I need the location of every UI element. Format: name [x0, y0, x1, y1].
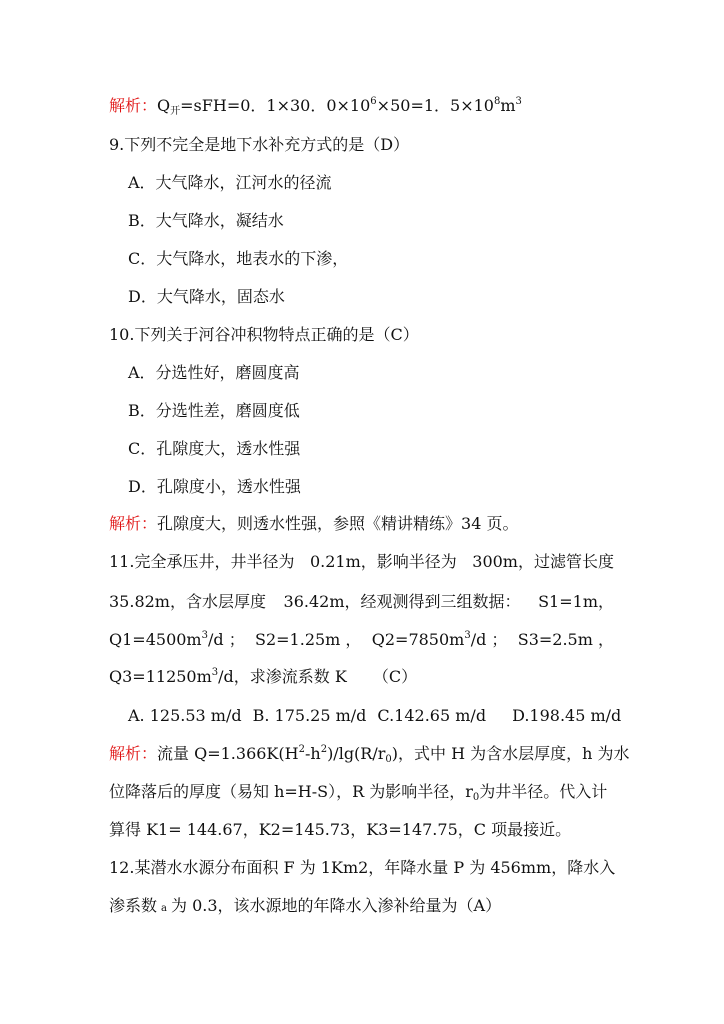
q11-option-a: A. 125.53 m/d — [128, 706, 242, 725]
q9-option-b: B．大气降水，凝结水 — [128, 211, 284, 230]
analysis-label: 解析： — [109, 744, 158, 763]
q11-answer: （C） — [372, 667, 418, 686]
q11-l2-part3: S1=1m， — [538, 592, 614, 611]
q11-l2-part1: 35.82m，含水层厚度 — [109, 592, 266, 611]
q10-option-d: D．孔隙度小，透水性强 — [128, 477, 301, 496]
q11-s2: S2=1.25m ， — [255, 630, 362, 649]
q10-option-b: B．分选性差，磨圆度低 — [128, 401, 300, 420]
q11-q1: $Q1=4500m^3/d$ ； — [109, 630, 245, 649]
question-11-line-1 — [109, 552, 614, 572]
formula-body: =sFH=0．1×30．0×10 — [180, 96, 371, 115]
q11-options — [128, 706, 621, 726]
question-11-line-2 — [109, 592, 614, 612]
q11-analysis-line-3: 算得 K1= 144.67，K2=145.73，K3=147.75，C 项最接近。 — [109, 820, 572, 839]
q11-option-d: D.198.45 m/d — [512, 706, 622, 725]
formula-mid: ×50=1．5×10 — [376, 96, 494, 115]
analysis-line-formula — [109, 96, 522, 116]
question-11-line-3 — [109, 630, 614, 650]
q10-analysis-text: 孔隙度大，则透水性强，参照《精讲精练》34 页。 — [157, 514, 519, 533]
formula-q-subscript: 开 — [170, 106, 181, 117]
q10-option-c: C．孔隙度大，透水性强 — [128, 439, 301, 458]
question-10: 10.下列关于河谷冲积物特点正确的是（C） — [109, 325, 419, 344]
q9-option-c: C．大气降水，地表水的下渗， — [128, 249, 349, 268]
q11-analysis-line-1: 解析：流量 $Q=1.366K(H^2-h^2)/\lg(R/r_0)$，式中 H 为含水层厚度，h 为水 — [109, 744, 630, 765]
alpha-symbol: a — [161, 903, 167, 914]
question-12-line-1: 12.某潜水水源分布面积 F 为 1Km2，年降水量 P 为 456mm，降水入 — [109, 858, 616, 877]
q9-option-a: A．大气降水，江河水的径流 — [128, 173, 332, 192]
q12-l2-start: 渗系数 — [109, 896, 158, 915]
question-11-line-4 — [109, 667, 417, 687]
q11-q2: $Q2=7850m^3/d$ ； — [371, 630, 508, 649]
q11-prompt: /d，求渗流系数 K — [218, 667, 347, 686]
q11-l2-part2: 36.42m，经观测得到三组数据： — [283, 592, 521, 611]
q12-l2-end: 为 0.3，该水源地的年降水入渗补给量为（A） — [170, 896, 502, 915]
q9-option-d: D．大气降水，固态水 — [128, 287, 285, 306]
q11-l1-part3: 300m，过滤管长度 — [472, 552, 614, 571]
q11-option-b: B. 175.25 m/d — [252, 706, 367, 725]
analysis-label: 解析： — [109, 514, 158, 533]
formula-exp2: 8 — [493, 96, 501, 107]
q10-analysis — [109, 514, 518, 534]
question-9: 9.下列不完全是地下水补充方式的是（D） — [109, 135, 410, 154]
formula-exp1: 6 — [370, 96, 377, 107]
question-12-line-2 — [109, 896, 501, 919]
q11-option-c: C.142.65 m/d — [377, 706, 487, 725]
analysis-label: 解析： — [109, 96, 158, 115]
q11-q3: Q3=11250m — [109, 667, 212, 686]
q11-l1-part2: 0.21m，影响半径为 — [309, 552, 457, 571]
q11-analysis-line-2: 位降落后的厚度（易知 h=H-S），R 为影响半径，$r_0$为井半径。代入计 — [109, 782, 608, 803]
q11-q3-sup: 3 — [211, 667, 219, 678]
formula-q: Q — [157, 96, 171, 115]
q10-option-a: A．分选性好，磨圆度高 — [128, 363, 300, 382]
q11-l1-part1: 11.完全承压井，井半径为 — [109, 552, 295, 571]
formula-unit: m — [500, 96, 516, 115]
q11-s3: S3=2.5m ， — [517, 630, 614, 649]
formula-exp3: 3 — [515, 96, 522, 107]
